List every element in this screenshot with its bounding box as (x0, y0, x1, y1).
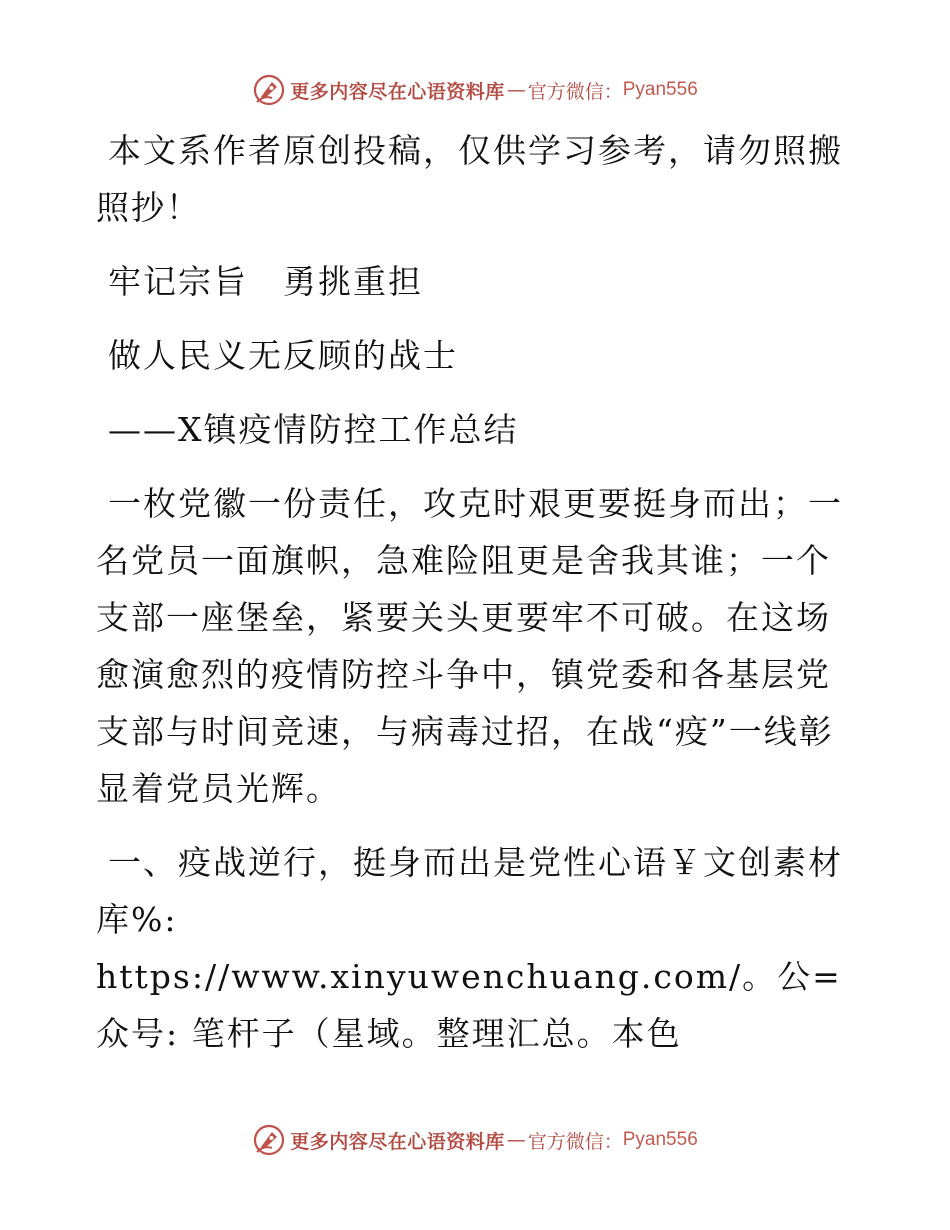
banner-separator: — (506, 1129, 526, 1151)
banner-main-text: 更多内容尽在心语资料库 (290, 80, 505, 103)
banner-wechat-label: 官方微信： (527, 1130, 623, 1153)
document-title-line-2: 做人民义无反顾的战士 (108, 336, 458, 375)
document-subtitle: ——X镇疫情防控工作总结 (108, 410, 519, 449)
header-banner (0, 70, 950, 110)
banner-wechat-id: Pyan556 (622, 79, 698, 100)
copyright-notice: 本文系作者原创投稿，仅供学习参考，请勿照搬照抄！ (96, 131, 843, 227)
banner-main-text: 更多内容尽在心语资料库 (290, 1130, 505, 1153)
footer-banner (0, 1120, 950, 1160)
pen-nib-icon (252, 1123, 286, 1157)
document-body (96, 122, 856, 1062)
intro-paragraph: 一枚党徽一份责任，攻克时艰更要挺身而出；一名党员一面旗帜，急难险阻更是舍我其谁；一个支部一座堡垒，紧要关头更要牢不可破。在这场愈演愈烈的疫情防控斗争中，镇党委和各基层党支部与时间竞速，与病毒过招，在战“疫”一线彰显着党员光辉。 (96, 484, 843, 808)
banner-wechat-id: Pyan556 (622, 1129, 698, 1150)
section-1-paragraph: 一、疫战逆行，挺身而出是党性心语￥文创素材库%: https://www.xinyuwenchuang.com/。公=众号: 笔杆子（星域。整理汇总。本色 (96, 843, 843, 1053)
banner-separator: — (506, 79, 526, 101)
banner-wechat-label: 官方微信： (527, 80, 623, 103)
pen-nib-icon (252, 73, 286, 107)
document-title-line-1: 牢记宗旨 勇挑重担 (108, 262, 423, 301)
